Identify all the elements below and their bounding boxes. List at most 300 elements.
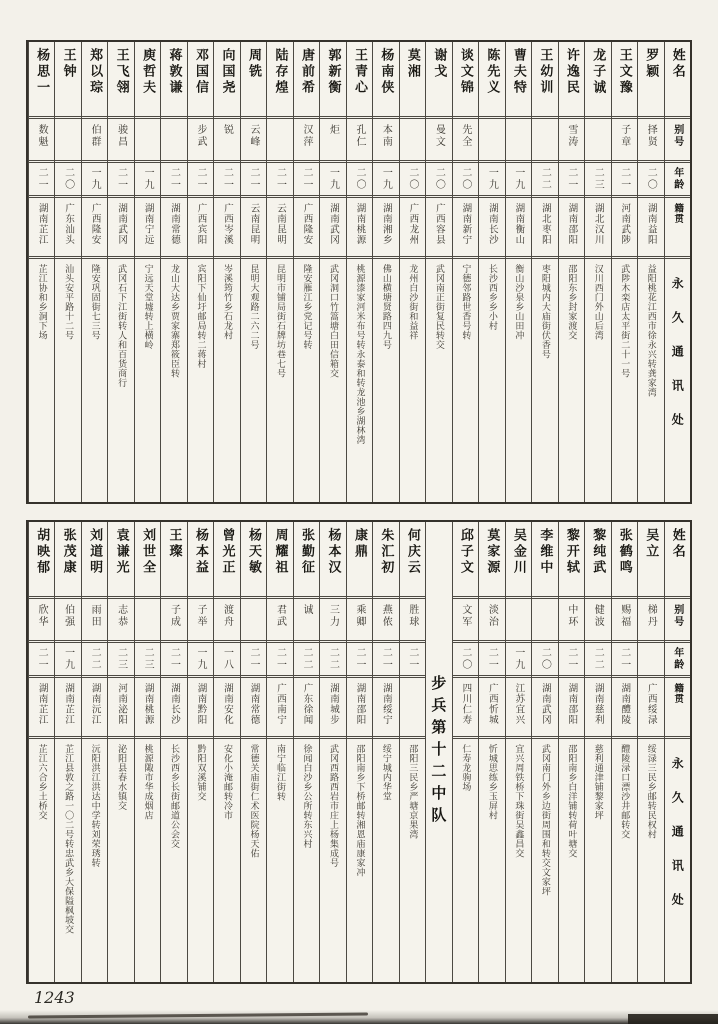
alias-cell [347, 116, 372, 160]
header-address-label-text: 永久通讯处 [670, 277, 685, 447]
person-column [81, 42, 107, 502]
age-cell-text: 二〇 [645, 167, 657, 191]
age-cell [294, 640, 319, 675]
person-column [372, 522, 398, 982]
native-cell-text: 湖南宁远 [142, 203, 154, 245]
age-cell-text: 二〇 [353, 167, 365, 191]
header-native-label-text: 籍贯 [672, 683, 684, 704]
age-cell-text: 二三 [142, 647, 154, 671]
address-cell-text: 龙州白沙街和益祥 [407, 264, 418, 340]
name-cell [161, 522, 186, 596]
native-cell [108, 195, 133, 256]
age-cell [400, 160, 425, 195]
alias-cell [294, 596, 319, 640]
address-cell-text: 桃源漆家河米布号转永泰和转龙池乡湖林湾 [354, 264, 365, 445]
name-cell [29, 522, 54, 596]
name-cell-text: 庾哲夫 [140, 48, 156, 96]
address-cell-text: 武冈南门外乡边街周围和转交文家坪 [539, 744, 550, 896]
name-cell [400, 522, 425, 596]
age-cell [161, 640, 186, 675]
native-cell-text: 湖北枣阳 [539, 203, 551, 245]
age-cell-text: 一九 [89, 167, 101, 191]
alias-cell [82, 116, 107, 160]
age-cell [559, 160, 584, 195]
header-address-label [665, 256, 690, 502]
alias-cell-text: 淡治 [486, 604, 498, 628]
alias-cell-text: 先全 [459, 124, 471, 148]
roster-table-bottom [26, 520, 692, 984]
age-cell-text: 二一 [565, 647, 577, 671]
native-cell [426, 195, 451, 256]
native-cell [506, 675, 531, 736]
address-cell [214, 256, 239, 502]
address-cell [320, 736, 345, 982]
alias-cell-text: 步武 [195, 124, 207, 148]
person-column [399, 42, 425, 502]
alias-cell-text: 曼文 [433, 124, 445, 148]
alias-cell-text: 雪涛 [565, 124, 577, 148]
native-cell-text: 湖南武冈 [539, 683, 551, 725]
name-cell-text: 杨南侠 [378, 48, 394, 96]
name-cell [559, 42, 584, 116]
name-cell [320, 522, 345, 596]
person-column [240, 522, 266, 982]
native-cell [585, 675, 610, 736]
address-cell [135, 256, 160, 502]
alias-cell [108, 596, 133, 640]
header-native-label-text: 籍贯 [672, 203, 684, 224]
person-column [637, 42, 663, 502]
person-column [187, 42, 213, 502]
person-column [160, 42, 186, 502]
age-cell-text: 二一 [380, 647, 392, 671]
address-cell [55, 736, 80, 982]
address-cell-text: 衡山沙泉乡山田冲 [513, 264, 524, 340]
person-column [558, 42, 584, 502]
native-cell-text: 湖南湘乡 [380, 203, 392, 245]
name-cell-text: 王钟 [60, 48, 76, 80]
name-cell-text: 许逸民 [563, 48, 579, 96]
age-cell-text: 二〇 [62, 167, 74, 191]
address-cell-text: 绥渌三民乡邮转民权村 [645, 744, 656, 839]
address-cell-text: 邵阳三民乡严塘京果湾 [407, 744, 418, 839]
name-cell-text: 龙子诚 [590, 48, 606, 96]
header-name-label [665, 522, 690, 596]
person-column [213, 42, 239, 502]
unit-label: 步兵第十二中队 [429, 675, 448, 829]
name-cell [585, 522, 610, 596]
age-cell [479, 640, 504, 675]
age-cell-text: 一九 [327, 167, 339, 191]
age-cell-text: 二一 [115, 167, 127, 191]
address-cell [214, 736, 239, 982]
address-cell-text: 泌阳县春水镇交 [116, 744, 127, 811]
age-cell-text: 二一 [565, 167, 577, 191]
age-cell [55, 160, 80, 195]
person-column [319, 42, 345, 502]
address-cell-text: 长沙西乡乡小村 [486, 264, 497, 331]
age-cell [241, 160, 266, 195]
address-cell-text: 汉川西门外山后湾 [592, 264, 603, 340]
person-column [584, 522, 610, 982]
alias-cell-text: 君武 [274, 604, 286, 628]
age-cell-text: 二二 [539, 167, 551, 191]
address-cell-text: 沅阳洪江洪达中学转刘荣琇转 [89, 744, 100, 868]
person-column [293, 522, 319, 982]
alias-cell [479, 116, 504, 160]
name-cell [347, 42, 372, 116]
name-cell [559, 522, 584, 596]
age-cell-text: 二一 [248, 167, 259, 191]
age-cell [320, 640, 345, 675]
address-cell [29, 256, 54, 502]
address-cell-text: 邵阳东乡封家渡交 [566, 264, 577, 340]
native-cell-text: 四川仁寿 [460, 683, 472, 725]
native-cell-text: 广西宾阳 [195, 203, 207, 245]
address-cell-text: 宁远天堂墟转上横岭 [142, 264, 153, 350]
age-cell [82, 160, 107, 195]
person-column [160, 522, 186, 982]
age-cell-text: 一九 [486, 167, 498, 191]
alias-cell-text: 渡舟 [221, 604, 233, 628]
age-cell [108, 640, 133, 675]
alias-cell [29, 116, 54, 160]
alias-cell-text: 孔仁 [353, 124, 365, 148]
alias-cell-text: 伯群 [89, 124, 101, 148]
native-cell [400, 675, 425, 736]
native-cell [294, 195, 319, 256]
name-cell-text: 吴金川 [510, 528, 526, 576]
name-cell-text: 郭新衡 [325, 48, 341, 96]
header-age-label [665, 160, 690, 195]
alias-cell [161, 116, 186, 160]
age-cell [214, 640, 239, 675]
name-cell-text: 王璨 [166, 528, 182, 560]
name-cell-text: 刘世全 [140, 528, 156, 576]
age-cell [188, 160, 213, 195]
age-cell-text: 二一 [486, 647, 498, 671]
address-cell-text: 常德关庙街仁术医院杨天佑 [248, 744, 259, 858]
native-cell-text: 湖南新宁 [460, 203, 472, 245]
native-cell [267, 195, 292, 256]
scan-corner-shadow [628, 1014, 718, 1024]
header-alias-label [665, 596, 690, 640]
alias-cell-text: 本南 [380, 124, 392, 148]
age-cell [82, 640, 107, 675]
name-cell [638, 42, 663, 116]
person-column [346, 42, 372, 502]
name-cell-text: 谈文锦 [457, 48, 473, 96]
alias-cell [453, 116, 478, 160]
native-cell-text: 广西隆安 [89, 203, 101, 245]
name-cell [400, 42, 425, 116]
name-cell [108, 522, 133, 596]
native-cell-text: 湖南衡山 [513, 203, 525, 245]
name-cell [479, 522, 504, 596]
person-column [399, 522, 425, 982]
alias-cell [400, 116, 425, 160]
header-alias-label-text: 别号 [671, 124, 683, 148]
age-cell-text: 二一 [168, 647, 180, 671]
name-cell [612, 42, 637, 116]
name-cell [532, 522, 557, 596]
native-cell-text: 广西南宁 [274, 683, 286, 725]
scan-edge-shadow [0, 1010, 718, 1024]
age-cell-text: 二〇 [433, 167, 445, 191]
age-cell [400, 640, 425, 675]
person-column [346, 522, 372, 982]
address-cell [638, 256, 663, 502]
name-cell [55, 42, 80, 116]
alias-cell-text: 健波 [592, 604, 604, 628]
age-cell [347, 640, 372, 675]
name-cell-text: 刘道明 [87, 528, 103, 576]
name-cell [267, 522, 292, 596]
name-cell-text: 张勤征 [298, 528, 314, 576]
address-cell [532, 736, 557, 982]
address-cell-text: 益阳桃花江西市徐永兴转龚家湾 [645, 264, 656, 397]
address-cell [585, 256, 610, 502]
address-cell [506, 736, 531, 982]
alias-cell [373, 596, 398, 640]
address-cell [373, 256, 398, 502]
native-cell-text: 河南武陟 [619, 203, 631, 245]
address-cell [188, 256, 213, 502]
native-cell [638, 195, 663, 256]
name-cell-text: 张鹤鸣 [616, 528, 632, 576]
address-cell-text: 隆安巩固街七三号 [89, 264, 100, 340]
native-cell [241, 195, 266, 256]
address-cell [82, 256, 107, 502]
native-cell-text: 云南昆明 [248, 203, 260, 245]
unit-column [425, 522, 451, 982]
age-cell-text: 二一 [274, 167, 286, 191]
alias-cell [55, 596, 80, 640]
address-cell-text: 汕头安平路十二号 [63, 264, 74, 340]
age-cell-text: 二〇 [539, 647, 551, 671]
age-cell-text: 二〇 [459, 167, 471, 191]
header-name-label-text: 姓名 [669, 528, 685, 560]
alias-cell [188, 116, 213, 160]
address-cell-text: 岑溪筠竹乡石龙村 [222, 264, 233, 340]
address-cell-text: 南宁临江街转 [274, 744, 285, 801]
native-cell-text: 湖南芷江 [36, 203, 48, 245]
address-cell [400, 736, 425, 982]
alias-cell [400, 596, 425, 640]
native-cell-text: 江苏宜兴 [513, 683, 525, 725]
age-cell-text: 二一 [248, 647, 259, 671]
native-cell-text: 湖南城步 [327, 683, 339, 725]
native-cell-text: 湖南沅江 [89, 683, 101, 725]
native-cell [55, 195, 80, 256]
name-cell [161, 42, 186, 116]
address-cell-text: 武陟木栾店太平街二十一号 [619, 264, 630, 378]
address-cell [188, 736, 213, 982]
name-cell [214, 522, 239, 596]
address-cell [347, 256, 372, 502]
age-cell-text: 二二 [300, 647, 312, 671]
native-cell-text: 湖南黔阳 [195, 683, 207, 725]
age-cell-text: 一八 [221, 647, 233, 671]
native-cell [267, 675, 292, 736]
alias-cell [294, 116, 319, 160]
age-cell [453, 160, 478, 195]
native-cell [373, 675, 398, 736]
native-cell [479, 675, 504, 736]
alias-cell-text: 燕侬 [380, 604, 392, 628]
address-cell-text: 安化小淹邮转冷市 [222, 744, 233, 820]
native-cell-text: 湖南武冈 [116, 203, 128, 245]
name-cell [241, 42, 266, 116]
native-cell-text: 广西容县 [433, 203, 445, 245]
age-cell-text: 二二 [327, 647, 339, 671]
name-cell [29, 42, 54, 116]
name-cell [241, 522, 266, 596]
age-cell [373, 640, 398, 675]
address-cell [426, 256, 451, 502]
alias-cell-text: 三力 [327, 604, 339, 628]
person-column [240, 42, 266, 502]
native-cell-text: 湖南安化 [222, 683, 234, 725]
address-cell [612, 256, 637, 502]
person-column [54, 522, 80, 982]
name-cell [267, 42, 292, 116]
native-cell-text: 广东徐闻 [301, 683, 313, 725]
address-cell-text: 忻城思练乡玉屏村 [486, 744, 497, 820]
native-cell-text: 湖南芷江 [36, 683, 48, 725]
alias-cell [55, 116, 80, 160]
address-cell-text: 黔阳双溪铺交 [195, 744, 206, 801]
native-cell-text: 云南昆明 [274, 203, 286, 245]
alias-cell-text: 择贤 [645, 124, 657, 148]
native-cell-text: 广西隆安 [301, 203, 313, 245]
native-cell-text: 湖南常德 [248, 683, 260, 725]
alias-cell [638, 596, 663, 640]
native-cell [453, 675, 478, 736]
name-cell-text: 朱汇初 [378, 528, 394, 576]
native-cell-text: 广西忻城 [486, 683, 498, 725]
name-cell-text: 王文豫 [616, 48, 632, 96]
age-cell-text: 二三 [592, 167, 604, 191]
alias-cell [585, 116, 610, 160]
alias-cell-text: 云峰 [248, 124, 259, 148]
person-column [505, 42, 531, 502]
native-cell [532, 675, 557, 736]
age-cell-text: 二〇 [406, 167, 418, 191]
person-column [134, 522, 160, 982]
native-cell-text: 湖南长沙 [486, 203, 498, 245]
age-cell-text: 二二 [89, 647, 101, 671]
alias-cell [559, 116, 584, 160]
alias-cell [108, 116, 133, 160]
name-cell-text: 陆存煌 [272, 48, 288, 96]
name-cell-text: 陈先义 [484, 48, 500, 96]
address-cell [373, 736, 398, 982]
age-cell [347, 160, 372, 195]
address-cell [453, 736, 478, 982]
native-cell [135, 195, 160, 256]
address-cell-text: 芷江六合乡土桥交 [36, 744, 47, 820]
address-cell [294, 256, 319, 502]
person-column [293, 42, 319, 502]
alias-cell [135, 116, 160, 160]
alias-cell-text: 乘卿 [353, 604, 365, 628]
address-cell-text: 龙山大达乡贾家寨郑筱臣转 [169, 264, 180, 378]
native-cell [82, 195, 107, 256]
native-cell-text: 湖南武冈 [327, 203, 339, 245]
name-cell-text: 杨本益 [193, 528, 209, 576]
alias-cell [612, 116, 637, 160]
address-cell-text: 宜兴周铁桥下珠街吴鑫昌交 [513, 744, 524, 858]
native-cell [294, 675, 319, 736]
native-cell [612, 195, 637, 256]
person-column [213, 522, 239, 982]
address-cell [559, 736, 584, 982]
age-cell [294, 160, 319, 195]
header-alias-label [665, 116, 690, 160]
alias-cell [347, 596, 372, 640]
person-column [372, 42, 398, 502]
native-cell [453, 195, 478, 256]
name-cell [585, 42, 610, 116]
alias-cell-text: 欣华 [36, 604, 48, 628]
address-cell [82, 736, 107, 982]
name-cell [135, 42, 160, 116]
age-cell-text: 二〇 [459, 647, 471, 671]
name-cell [453, 42, 478, 116]
address-cell [347, 736, 372, 982]
alias-cell [506, 116, 531, 160]
name-cell [453, 522, 478, 596]
age-cell-text: 二一 [406, 647, 418, 671]
name-cell [373, 522, 398, 596]
native-cell-text: 湖南益阳 [645, 203, 657, 245]
age-cell [532, 640, 557, 675]
name-cell-text: 黎开轼 [563, 528, 579, 576]
header-alias-label-text: 别号 [671, 604, 683, 628]
name-cell [82, 42, 107, 116]
person-column [611, 42, 637, 502]
native-cell-text: 湖南长沙 [169, 683, 181, 725]
name-cell [479, 42, 504, 116]
address-cell [267, 256, 292, 502]
alias-cell [267, 596, 292, 640]
age-cell [373, 160, 398, 195]
native-cell [559, 675, 584, 736]
header-name-label [665, 42, 690, 116]
name-cell-text: 郑以琮 [87, 48, 103, 96]
age-cell-text: 二一 [618, 167, 630, 191]
native-cell [161, 675, 186, 736]
address-cell-text: 芷江县敦之路一〇二号转忠武乡大保隘枫坡交 [63, 744, 74, 934]
native-cell [214, 675, 239, 736]
address-cell-text: 昆明大观路二六二号 [248, 264, 259, 350]
name-cell-text: 莫湘 [404, 48, 420, 80]
name-cell-text: 王幼训 [537, 48, 553, 96]
header-native-label [665, 675, 690, 736]
native-cell-text: 广西岑溪 [222, 203, 234, 245]
age-cell-text: 二一 [168, 167, 180, 191]
native-cell [612, 675, 637, 736]
name-cell-text: 罗颖 [643, 48, 659, 80]
person-column [452, 42, 478, 502]
age-cell [426, 160, 451, 195]
native-cell-text: 河南泌阳 [116, 683, 128, 725]
address-cell-text: 醴陵渌口漂沙井邮转交 [619, 744, 630, 839]
person-column [107, 522, 133, 982]
native-cell [161, 195, 186, 256]
page-number: 1243 [34, 988, 75, 1007]
